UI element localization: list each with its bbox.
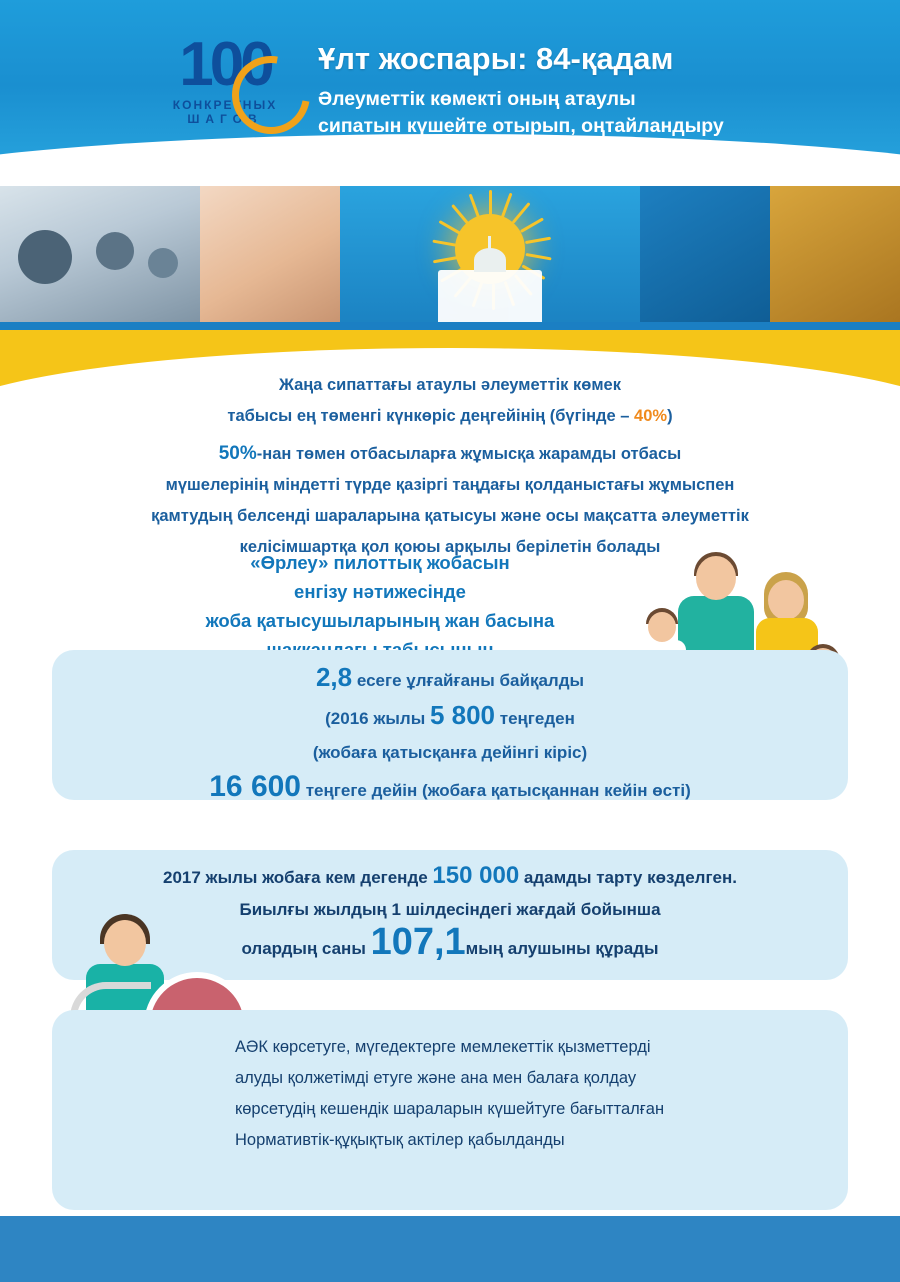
income-start-value: 5 800 xyxy=(429,700,496,730)
footer-bar xyxy=(0,1216,900,1282)
intro-paragraph xyxy=(60,370,840,563)
intro-line-6: келісімшартқа қол қоюы арқылы берілетін болады xyxy=(239,538,661,556)
akorda-palace-photo xyxy=(340,186,640,326)
logo-subtitle-1: КОНКРЕТНЫХ xyxy=(172,98,278,112)
office-workers-photo xyxy=(0,186,200,326)
photo-band xyxy=(0,186,900,326)
palace-building xyxy=(438,270,542,324)
national-emblem-photo xyxy=(640,186,770,326)
income-line-2 xyxy=(52,698,848,736)
orleu-line-3: жоба қатысушыларының жан басына xyxy=(205,610,555,631)
participants-count: 107,1 xyxy=(370,921,466,963)
page-subtitle-line-1: Әлеуметтік көмекті оның атаулы xyxy=(318,88,636,110)
intro-percent-40: 40% xyxy=(634,407,668,425)
income-line-1 xyxy=(52,660,848,698)
income-line-3: (жобаға қатысқанға дейінгі кіріс) xyxy=(312,743,588,762)
income-year-prefix: (2016 жылы xyxy=(325,709,430,728)
intro-line-5: қамтудың белсенді шараларына қатысуы және осы мақсатта әлеуметтік xyxy=(151,507,749,525)
intro-line-2 xyxy=(60,401,840,432)
intro-line-2-close: ) xyxy=(667,407,673,425)
participants-target: 150 000 xyxy=(432,862,520,889)
participants-line-1 xyxy=(60,860,840,894)
orleu-line-2: енгізу нәтижесінде xyxy=(294,581,466,602)
legal-line-1: АӘК көрсетуге, мүгедектерге мемлекеттік қызметтерді xyxy=(235,1038,651,1056)
page-subtitle-line-2: сипатын күшейте отырып, оңтайландыру xyxy=(318,115,724,137)
title-block xyxy=(318,40,878,140)
orleu-project-text xyxy=(120,548,640,664)
income-year-suffix: теңгеден xyxy=(495,709,575,728)
legal-acts-text xyxy=(235,1032,825,1156)
logo-number: 100 xyxy=(179,30,271,99)
intro-line-1: Жаңа сипаттағы атаулы әлеуметтік көмек xyxy=(278,376,621,394)
income-multiplier: 2,8 xyxy=(315,662,353,692)
legal-line-2: алуды қолжетімді етуге және ана мен балаға қолдау xyxy=(235,1069,637,1087)
page-subtitle xyxy=(318,86,878,140)
intro-percent-50: 50% xyxy=(218,443,257,464)
income-end-label: теңгеге дейін (жобаға қатысқаннан кейін өсті) xyxy=(305,781,691,800)
orleu-line-1: «Өрлеу» пилоттық жобасын xyxy=(250,552,510,573)
legal-line-4: Нормативтік-құқықтық актілер қабылданды xyxy=(235,1131,565,1149)
intro-line-3-text: -нан төмен отбасыларға жұмысқа жарамды отбасы xyxy=(256,445,682,463)
logo-subtitle-2: ШАГОВ xyxy=(187,112,263,126)
participants-suffix: адамды тарту көзделген. xyxy=(519,868,737,887)
logo xyxy=(140,30,310,144)
income-end-value: 16 600 xyxy=(209,770,301,803)
intro-line-4: мүшелерінің міндетті түрде қазіргі таңдағы қолданыстағы жұмыспен xyxy=(165,476,735,494)
header xyxy=(0,0,900,190)
header-wave xyxy=(0,134,900,190)
helping-hands-photo xyxy=(200,186,340,326)
income-multiplier-label: есеге ұлғайғаны байқалды xyxy=(356,671,585,690)
income-growth-text xyxy=(52,660,848,808)
golden-ornament-photo xyxy=(770,186,900,326)
intro-line-3 xyxy=(60,438,840,470)
participants-prefix: 2017 жылы жобаға кем дегенде xyxy=(162,868,433,887)
participants-count-suffix: мың алушыны құрады xyxy=(465,939,659,958)
income-line-4 xyxy=(52,770,848,808)
legal-line-3: көрсетудің кешендік шараларын күшейтуге бағытталған xyxy=(235,1100,665,1118)
participants-line-2: Биылғы жылдың 1 шілдесіндегі жағдай бойынша xyxy=(239,900,661,919)
participants-count-prefix: олардың саны xyxy=(241,939,371,958)
intro-line-2-text: табысы ең төменгі күнкөріс деңгейінің (бүгінде – xyxy=(227,407,635,425)
page-title: Ұлт жоспары: 84-қадам xyxy=(318,41,674,76)
